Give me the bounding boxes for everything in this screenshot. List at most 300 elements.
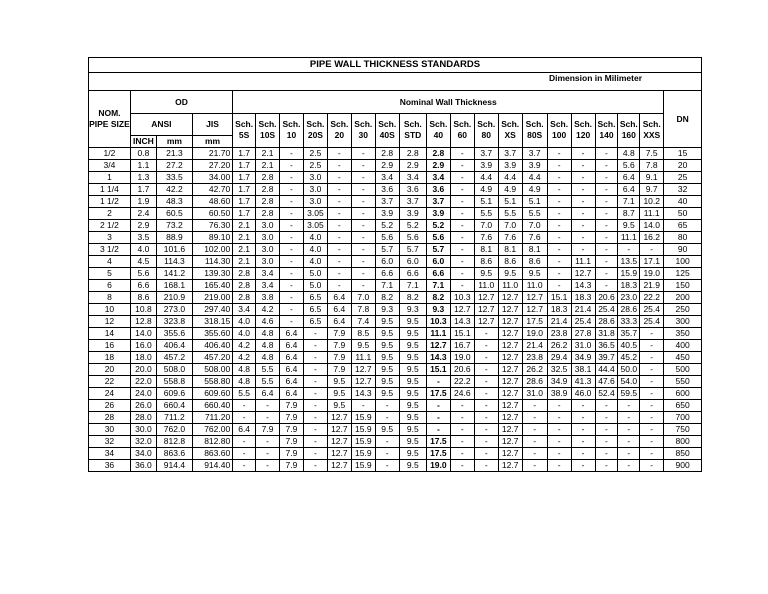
dn-cell: 800 xyxy=(664,435,701,447)
thickness-cell: - xyxy=(595,207,618,219)
thickness-cell: 21.4 xyxy=(547,315,571,327)
dn-cell: 200 xyxy=(664,291,701,303)
thickness-cell: 3.8 xyxy=(256,291,280,303)
thickness-cell: - xyxy=(375,411,399,423)
dn-cell: 700 xyxy=(664,411,701,423)
thickness-cell: - xyxy=(522,459,547,471)
thickness-cell: 7.9 xyxy=(280,447,304,459)
thickness-cell: 3.0 xyxy=(303,171,327,183)
schedule-header: Sch. 80S xyxy=(522,113,547,147)
thickness-cell: 14.3 xyxy=(426,351,450,363)
thickness-cell: 9.5 xyxy=(522,267,547,279)
thickness-cell: - xyxy=(522,411,547,423)
thickness-cell: - xyxy=(547,243,571,255)
thickness-cell: - xyxy=(450,255,474,267)
thickness-cell: 44.4 xyxy=(595,363,618,375)
nom-size-cell: 5 xyxy=(89,267,130,279)
thickness-cell: - xyxy=(571,459,595,471)
thickness-cell: 3.7 xyxy=(474,147,498,159)
thickness-cell: 28.6 xyxy=(618,303,640,315)
thickness-cell: 3.4 xyxy=(375,171,399,183)
thickness-cell: 12.7 xyxy=(498,291,522,303)
inch-cell: 28.0 xyxy=(130,411,156,423)
jis-mm-cell: 60.50 xyxy=(192,207,232,219)
dn-cell: 650 xyxy=(664,399,701,411)
thickness-cell: - xyxy=(351,183,375,195)
thickness-cell: 2.1 xyxy=(256,159,280,171)
thickness-cell: - xyxy=(280,303,304,315)
thickness-cell: 11.1 xyxy=(618,231,640,243)
dn-cell: 400 xyxy=(664,339,701,351)
jis-mm-header: mm xyxy=(192,135,232,147)
thickness-cell: 9.5 xyxy=(327,375,351,387)
thickness-cell: 5.0 xyxy=(303,279,327,291)
thickness-cell: - xyxy=(595,195,618,207)
thickness-cell: 19.0 xyxy=(450,351,474,363)
thickness-cell: - xyxy=(522,423,547,435)
thickness-cell: 4.6 xyxy=(256,315,280,327)
thickness-cell: 6.4 xyxy=(280,363,304,375)
ansi-mm-cell: 762.0 xyxy=(156,423,192,435)
thickness-cell: - xyxy=(618,423,640,435)
thickness-cell: - xyxy=(327,267,351,279)
nom-size-cell: 3 xyxy=(89,231,130,243)
thickness-cell: - xyxy=(547,435,571,447)
thickness-cell: - xyxy=(618,243,640,255)
thickness-cell: 11.1 xyxy=(640,207,664,219)
thickness-cell: - xyxy=(256,411,280,423)
thickness-cell: 2.8 xyxy=(233,267,256,279)
table-row xyxy=(89,375,701,387)
thickness-cell: - xyxy=(450,243,474,255)
thickness-cell: 7.1 xyxy=(618,195,640,207)
jis-header: JIS xyxy=(192,113,232,135)
thickness-cell: 6.6 xyxy=(426,267,450,279)
thickness-cell: 12.7 xyxy=(450,303,474,315)
thickness-cell: 7.9 xyxy=(327,327,351,339)
thickness-cell: - xyxy=(595,279,618,291)
thickness-cell: 7.9 xyxy=(256,423,280,435)
ansi-mm-cell: 27.2 xyxy=(156,159,192,171)
inch-cell: 32.0 xyxy=(130,435,156,447)
jis-mm-cell: 76.30 xyxy=(192,219,232,231)
thickness-cell: 5.1 xyxy=(498,195,522,207)
thickness-cell: - xyxy=(640,447,664,459)
thickness-cell: 52.4 xyxy=(595,387,618,399)
table-row xyxy=(89,171,701,183)
thickness-cell: - xyxy=(571,147,595,159)
dn-cell: 40 xyxy=(664,195,701,207)
table-row xyxy=(89,207,701,219)
thickness-cell: 2.8 xyxy=(256,207,280,219)
jis-mm-cell: 48.60 xyxy=(192,195,232,207)
nom-size-cell: 26 xyxy=(89,399,130,411)
thickness-cell: 1.7 xyxy=(233,159,256,171)
thickness-cell: - xyxy=(233,411,256,423)
thickness-cell: 12.7 xyxy=(426,339,450,351)
thickness-cell: 18.3 xyxy=(618,279,640,291)
jis-mm-cell: 457.20 xyxy=(192,351,232,363)
inch-cell: 24.0 xyxy=(130,387,156,399)
thickness-cell: 27.8 xyxy=(571,327,595,339)
thickness-cell: 6.4 xyxy=(327,315,351,327)
table-row xyxy=(89,459,701,471)
thickness-cell: 12.7 xyxy=(327,447,351,459)
thickness-cell: 3.7 xyxy=(399,195,426,207)
thickness-cell: - xyxy=(450,459,474,471)
nom-size-cell: 30 xyxy=(89,423,130,435)
thickness-cell: 31.0 xyxy=(571,339,595,351)
thickness-cell: 5.7 xyxy=(375,243,399,255)
thickness-cell: 4.0 xyxy=(233,327,256,339)
thickness-cell: 3.9 xyxy=(426,207,450,219)
thickness-cell: - xyxy=(256,399,280,411)
thickness-cell: 2.9 xyxy=(426,159,450,171)
thickness-cell: 9.5 xyxy=(399,411,426,423)
thickness-cell: 6.0 xyxy=(399,255,426,267)
thickness-cell: 9.5 xyxy=(375,387,399,399)
thickness-cell: - xyxy=(618,435,640,447)
thickness-cell: 13.5 xyxy=(618,255,640,267)
thickness-cell: - xyxy=(256,435,280,447)
thickness-cell: 9.5 xyxy=(327,399,351,411)
nom-size-cell: 32 xyxy=(89,435,130,447)
thickness-cell: - xyxy=(233,459,256,471)
thickness-cell: 6.4 xyxy=(280,351,304,363)
ansi-mm-cell: 210.9 xyxy=(156,291,192,303)
thickness-cell: - xyxy=(522,399,547,411)
thickness-cell: - xyxy=(640,411,664,423)
nom-size-cell: 36 xyxy=(89,459,130,471)
thickness-cell: 38.9 xyxy=(547,387,571,399)
ansi-mm-cell: 42.2 xyxy=(156,183,192,195)
thickness-cell: - xyxy=(571,399,595,411)
thickness-cell: 6.6 xyxy=(375,267,399,279)
thickness-cell: - xyxy=(571,183,595,195)
nom-size-cell: 8 xyxy=(89,291,130,303)
thickness-cell: 7.5 xyxy=(640,147,664,159)
dn-cell: 50 xyxy=(664,207,701,219)
thickness-cell: 9.3 xyxy=(399,303,426,315)
thickness-cell: 6.4 xyxy=(280,387,304,399)
jis-mm-cell: 102.00 xyxy=(192,243,232,255)
thickness-cell: 16.7 xyxy=(450,339,474,351)
dn-cell: 125 xyxy=(664,267,701,279)
thickness-cell: 4.9 xyxy=(474,183,498,195)
thickness-cell: 12.7 xyxy=(498,459,522,471)
thickness-cell: 19.0 xyxy=(522,327,547,339)
schedule-header: Sch. XXS xyxy=(640,113,664,147)
thickness-cell: - xyxy=(351,219,375,231)
thickness-cell: - xyxy=(233,435,256,447)
thickness-cell: 9.5 xyxy=(399,435,426,447)
inch-cell: 14.0 xyxy=(130,327,156,339)
ansi-mm-cell: 273.0 xyxy=(156,303,192,315)
jis-mm-cell: 89.10 xyxy=(192,231,232,243)
thickness-cell: 12.7 xyxy=(351,363,375,375)
thickness-cell: - xyxy=(595,147,618,159)
thickness-cell: 20.6 xyxy=(450,363,474,375)
thickness-cell: 15.9 xyxy=(351,423,375,435)
thickness-cell: 12.7 xyxy=(498,411,522,423)
thickness-cell: - xyxy=(547,195,571,207)
thickness-cell: 6.5 xyxy=(303,303,327,315)
thickness-cell: - xyxy=(450,183,474,195)
thickness-cell: - xyxy=(571,207,595,219)
thickness-cell: 25.4 xyxy=(640,303,664,315)
thickness-cell: 7.0 xyxy=(522,219,547,231)
ansi-mm-cell: 141.2 xyxy=(156,267,192,279)
table-row xyxy=(89,411,701,423)
table-row xyxy=(89,315,701,327)
thickness-cell: - xyxy=(280,183,304,195)
thickness-cell: 6.4 xyxy=(280,327,304,339)
jis-mm-cell: 406.40 xyxy=(192,339,232,351)
thickness-cell: - xyxy=(303,399,327,411)
thickness-cell: - xyxy=(303,435,327,447)
thickness-cell: 21.4 xyxy=(522,339,547,351)
thickness-cell: 7.6 xyxy=(474,231,498,243)
inch-cell: 1.1 xyxy=(130,159,156,171)
thickness-cell: 5.6 xyxy=(618,159,640,171)
thickness-cell: 9.5 xyxy=(375,351,399,363)
thickness-cell: - xyxy=(571,231,595,243)
thickness-cell: - xyxy=(327,231,351,243)
thickness-cell: 5.2 xyxy=(426,219,450,231)
thickness-cell: - xyxy=(327,171,351,183)
thickness-cell: 14.0 xyxy=(640,219,664,231)
thickness-cell: 3.0 xyxy=(303,183,327,195)
thickness-cell: 12.7 xyxy=(498,387,522,399)
table-row xyxy=(89,159,701,171)
thickness-table-body xyxy=(89,147,701,471)
thickness-cell: 4.2 xyxy=(256,303,280,315)
thickness-cell: 12.7 xyxy=(498,435,522,447)
nom-size-cell: 3/4 xyxy=(89,159,130,171)
thickness-cell: 5.6 xyxy=(399,231,426,243)
dn-cell: 100 xyxy=(664,255,701,267)
thickness-cell: - xyxy=(474,423,498,435)
jis-mm-cell: 355.60 xyxy=(192,327,232,339)
thickness-cell: 4.4 xyxy=(498,171,522,183)
thickness-cell: - xyxy=(547,411,571,423)
ansi-mm-cell: 48.3 xyxy=(156,195,192,207)
ansi-mm-cell: 508.0 xyxy=(156,363,192,375)
thickness-cell: 17.5 xyxy=(426,447,450,459)
thickness-cell: 15.9 xyxy=(351,411,375,423)
thickness-cell: 7.9 xyxy=(280,459,304,471)
thickness-cell: 5.7 xyxy=(426,243,450,255)
thickness-cell: - xyxy=(303,351,327,363)
thickness-cell: 29.4 xyxy=(547,351,571,363)
thickness-cell: - xyxy=(280,159,304,171)
thickness-cell: - xyxy=(450,147,474,159)
thickness-cell: 14.3 xyxy=(351,387,375,399)
thickness-cell: - xyxy=(547,183,571,195)
thickness-cell: 26.2 xyxy=(522,363,547,375)
thickness-cell: 4.9 xyxy=(522,183,547,195)
thickness-cell: - xyxy=(303,411,327,423)
thickness-cell: - xyxy=(474,447,498,459)
thickness-cell: 9.5 xyxy=(399,339,426,351)
thickness-cell: - xyxy=(522,435,547,447)
thickness-cell: - xyxy=(595,399,618,411)
thickness-cell: - xyxy=(640,363,664,375)
nom-size-cell: 20 xyxy=(89,363,130,375)
thickness-cell: - xyxy=(571,423,595,435)
inch-cell: 12.8 xyxy=(130,315,156,327)
thickness-cell: - xyxy=(351,243,375,255)
thickness-cell: - xyxy=(640,339,664,351)
thickness-cell: 9.3 xyxy=(375,303,399,315)
thickness-cell: 2.9 xyxy=(375,159,399,171)
thickness-cell: - xyxy=(618,459,640,471)
thickness-cell: 35.7 xyxy=(618,327,640,339)
thickness-cell: 3.0 xyxy=(256,255,280,267)
thickness-cell: 8.5 xyxy=(351,327,375,339)
thickness-cell: - xyxy=(474,363,498,375)
thickness-cell: 59.5 xyxy=(618,387,640,399)
thickness-cell: 12.7 xyxy=(498,339,522,351)
schedule-header: Sch. 10 xyxy=(280,113,304,147)
thickness-cell: 3.6 xyxy=(399,183,426,195)
dn-cell: 250 xyxy=(664,303,701,315)
thickness-cell: 4.2 xyxy=(233,351,256,363)
inch-header: INCH xyxy=(130,135,156,147)
thickness-cell: - xyxy=(280,147,304,159)
thickness-cell: 5.5 xyxy=(498,207,522,219)
jis-mm-cell: 914.40 xyxy=(192,459,232,471)
thickness-cell: - xyxy=(474,339,498,351)
nom-size-cell: 4 xyxy=(89,255,130,267)
thickness-cell: 9.5 xyxy=(327,387,351,399)
thickness-cell: 2.8 xyxy=(375,147,399,159)
thickness-cell: 21.4 xyxy=(571,303,595,315)
thickness-cell: 12.7 xyxy=(351,375,375,387)
thickness-cell: - xyxy=(303,387,327,399)
thickness-cell: 9.5 xyxy=(375,315,399,327)
thickness-cell: - xyxy=(571,411,595,423)
inch-cell: 26.0 xyxy=(130,399,156,411)
schedule-header: Sch. 40 xyxy=(426,113,450,147)
thickness-cell: - xyxy=(233,399,256,411)
dn-cell: 450 xyxy=(664,351,701,363)
thickness-cell: 15.9 xyxy=(351,459,375,471)
thickness-cell: 6.4 xyxy=(327,303,351,315)
thickness-cell: - xyxy=(474,435,498,447)
thickness-cell: 5.5 xyxy=(256,363,280,375)
thickness-cell: - xyxy=(327,219,351,231)
thickness-cell: - xyxy=(280,291,304,303)
nom-pipe-size-header: NOM. PIPE SIZE xyxy=(89,91,130,147)
nom-size-cell: 24 xyxy=(89,387,130,399)
thickness-cell: 9.5 xyxy=(399,387,426,399)
thickness-cell: - xyxy=(595,255,618,267)
thickness-cell: - xyxy=(595,423,618,435)
thickness-cell: - xyxy=(547,399,571,411)
inch-cell: 2.4 xyxy=(130,207,156,219)
thickness-cell: - xyxy=(474,351,498,363)
thickness-cell: - xyxy=(640,423,664,435)
thickness-cell: - xyxy=(303,363,327,375)
thickness-cell: 3.7 xyxy=(375,195,399,207)
thickness-cell: - xyxy=(327,255,351,267)
table-row xyxy=(89,339,701,351)
jis-mm-cell: 660.40 xyxy=(192,399,232,411)
nom-size-cell: 1 xyxy=(89,171,130,183)
thickness-cell: 5.2 xyxy=(375,219,399,231)
jis-mm-cell: 139.30 xyxy=(192,267,232,279)
thickness-cell: - xyxy=(595,183,618,195)
thickness-cell: 31.0 xyxy=(522,387,547,399)
schedule-header: Sch. XS xyxy=(498,113,522,147)
thickness-cell: 3.7 xyxy=(426,195,450,207)
ansi-mm-cell: 406.4 xyxy=(156,339,192,351)
thickness-cell: - xyxy=(351,171,375,183)
thickness-cell: - xyxy=(280,219,304,231)
od-header: OD xyxy=(130,91,232,113)
thickness-cell: 32.5 xyxy=(547,363,571,375)
thickness-cell: 7.9 xyxy=(280,423,304,435)
jis-mm-cell: 297.40 xyxy=(192,303,232,315)
inch-cell: 18.0 xyxy=(130,351,156,363)
thickness-cell: 3.05 xyxy=(303,219,327,231)
thickness-cell: - xyxy=(303,459,327,471)
thickness-cell: 5.5 xyxy=(522,207,547,219)
thickness-cell: 7.1 xyxy=(399,279,426,291)
thickness-cell: 12.7 xyxy=(498,303,522,315)
thickness-cell: - xyxy=(426,375,450,387)
thickness-cell: - xyxy=(547,159,571,171)
table-row xyxy=(89,267,701,279)
thickness-cell: - xyxy=(426,411,450,423)
thickness-cell: 3.0 xyxy=(256,231,280,243)
thickness-cell: 7.9 xyxy=(280,399,304,411)
jis-mm-cell: 762.00 xyxy=(192,423,232,435)
thickness-cell: - xyxy=(450,171,474,183)
ansi-mm-cell: 33.5 xyxy=(156,171,192,183)
schedule-header: Sch. 100 xyxy=(547,113,571,147)
pipe-thickness-sheet xyxy=(88,57,702,472)
thickness-cell: 3.4 xyxy=(256,279,280,291)
jis-mm-cell: 34.00 xyxy=(192,171,232,183)
thickness-cell: 9.5 xyxy=(399,399,426,411)
thickness-cell: 10.2 xyxy=(640,195,664,207)
thickness-cell: 9.5 xyxy=(399,447,426,459)
table-row xyxy=(89,279,701,291)
ansi-mm-cell: 863.6 xyxy=(156,447,192,459)
thickness-cell: 12.7 xyxy=(327,423,351,435)
thickness-cell: 3.7 xyxy=(498,147,522,159)
thickness-cell: 7.6 xyxy=(522,231,547,243)
thickness-cell: 2.8 xyxy=(256,183,280,195)
thickness-cell: - xyxy=(450,207,474,219)
thickness-cell: 10.3 xyxy=(426,315,450,327)
jis-mm-cell: 558.80 xyxy=(192,375,232,387)
thickness-cell: - xyxy=(280,267,304,279)
dn-cell: 900 xyxy=(664,459,701,471)
thickness-cell: 20.6 xyxy=(595,291,618,303)
thickness-cell: - xyxy=(522,447,547,459)
thickness-cell: 7.8 xyxy=(640,159,664,171)
thickness-cell: 8.1 xyxy=(522,243,547,255)
table-row xyxy=(89,291,701,303)
thickness-cell: - xyxy=(280,207,304,219)
thickness-cell: - xyxy=(547,447,571,459)
inch-cell: 4.0 xyxy=(130,243,156,255)
thickness-cell: 15.9 xyxy=(351,435,375,447)
inch-cell: 36.0 xyxy=(130,459,156,471)
